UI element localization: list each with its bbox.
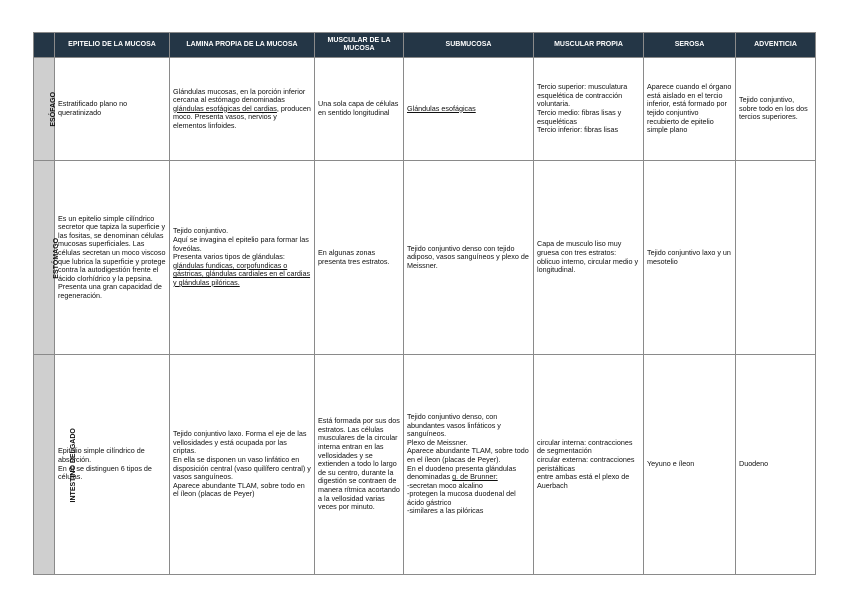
header-adventicia: ADVENTICIA <box>736 33 816 58</box>
header-muscular-mucosa: MUSCULAR DE LA MUCOSA <box>315 33 404 58</box>
cell-estomago-muscular-propia: Capa de musculo liso muy gruesa con tres estratos: oblicuo interno, circular medio y longitudinal. <box>534 161 644 355</box>
organ-label-intestino: INTESTINO DELGADO <box>34 355 55 575</box>
row-estomago <box>34 161 816 355</box>
cell-intestino-lamina: Tejido conjuntivo laxo. Forma el eje de las vellosidades y está ocupada por las criptas. En ella se disponen un vaso linfático en disposición central (vaso quilífero central) y vasos sanguíneos. Aparece abundante TLAM, sobre todo en el íleon (placas de Peyer) <box>170 355 315 575</box>
header-lamina: LAMINA PROPIA DE LA MUCOSA <box>170 33 315 58</box>
organ-label-estomago: ESTÓMAGO <box>34 161 55 355</box>
cell-esofago-adventicia: Tejido conjuntivo, sobre todo en los dos tercios superiores. <box>736 58 816 161</box>
cell-intestino-muscular-propia: circular interna: contracciones de segmentación circular externa: contracciones peristálticas entre ambas está el plexo de Auerbach <box>534 355 644 575</box>
cell-esofago-serosa: Aparece cuando el órgano está aislado en el tercio inferior, está formado por tejido conjuntivo recubierto de epitelio simple plano <box>644 58 736 161</box>
underlined-term: glándulas fundicas, corpofundicas o gástricas, glándulas cardiales en el cardias y glándulas pilóricas. <box>173 260 311 287</box>
cell-esofago-submucosa: Glándulas esofágicas <box>404 58 534 161</box>
cell-esofago-muscular-mucosa: Una sola capa de células en sentido longitudinal <box>315 58 404 161</box>
histology-table <box>33 32 816 575</box>
cell-estomago-serosa: Tejido conjuntivo laxo y un mesotelio <box>644 161 736 355</box>
cell-estomago-adventicia <box>736 161 816 355</box>
cell-estomago-muscular-mucosa: En algunas zonas presenta tres estratos. <box>315 161 404 355</box>
cell-esofago-lamina: Glándulas mucosas, en la porción inferior cercana al estómago denominadas glándulas esofágicas del cardias, producen moco. Presenta vasos, nervios y elementos linfoides. <box>170 58 315 161</box>
organ-label-esofago: ESÓFAGO <box>34 58 55 161</box>
cell-intestino-serosa: Yeyuno e íleon <box>644 355 736 575</box>
header-epitelio: EPITELIO DE LA MUCOSA <box>55 33 170 58</box>
header-serosa: SEROSA <box>644 33 736 58</box>
cell-esofago-epitelio: Estratificado plano no queratinizado <box>55 58 170 161</box>
corner-cell <box>34 33 55 58</box>
header-submucosa: SUBMUCOSA <box>404 33 534 58</box>
header-row <box>34 33 816 58</box>
cell-intestino-adventicia: Duodeno <box>736 355 816 575</box>
row-esofago <box>34 58 816 161</box>
cell-intestino-muscular-mucosa: Está formada por sus dos estratos. Las células musculares de la circular interna entran en las vellosidades y se extienden a todo lo largo de su centro, durante la digestión se contraen de manera rítmica acortando a la vellosidad varias veces por minuto. <box>315 355 404 575</box>
underlined-term: g. de Brunner: <box>452 472 498 482</box>
row-intestino <box>34 355 816 575</box>
header-muscular-propia: MUSCULAR PROPIA <box>534 33 644 58</box>
cell-esofago-muscular-propia: Tercio superior: musculatura esquelética de contracción voluntaria. Tercio medio: fibras lisas y esqueléticas Tercio inferior: fibras lisas <box>534 58 644 161</box>
cell-estomago-epitelio: Es un epitelio simple cilíndrico secretor que tapiza la superficie y las fositas, se denominan células mucosas superficiales. Las células secretan un moco viscoso que lubrica la superficie y protege contra la autodigestión frente el ácido clorhídrico y la pepsina. Presenta una gran capacidad de regeneración. <box>55 161 170 355</box>
cell-intestino-submucosa: Tejido conjuntivo denso, con abundantes vasos linfáticos y sanguíneos. Plexo de Meissner. Aparece abundante TLAM, sobre todo en el íleon (placas de Peyer). En el duodeno presenta glándulas denominadas g. de Brunner: -secretan moco alcalino -protegen la mucosa duodenal del ácido gástrico -similares a las pilóricas <box>404 355 534 575</box>
cell-estomago-submucosa: Tejido conjuntivo denso con tejido adiposo, vasos sanguíneos y plexo de Meissner. <box>404 161 534 355</box>
underlined-term: glándulas esofágicas del cardias <box>173 103 277 113</box>
cell-estomago-lamina: Tejido conjuntivo. Aquí se invagina el epitelio para formar las foveólas. Presenta varios tipos de glándulas: glándulas fundicas, corpofundicas o gástricas, glándulas cardiales en el cardias y glándulas pilóricas. <box>170 161 315 355</box>
cell-intestino-epitelio: Epitelio simple cilíndrico de absorción. En él se distinguen 6 tipos de células. <box>55 355 170 575</box>
